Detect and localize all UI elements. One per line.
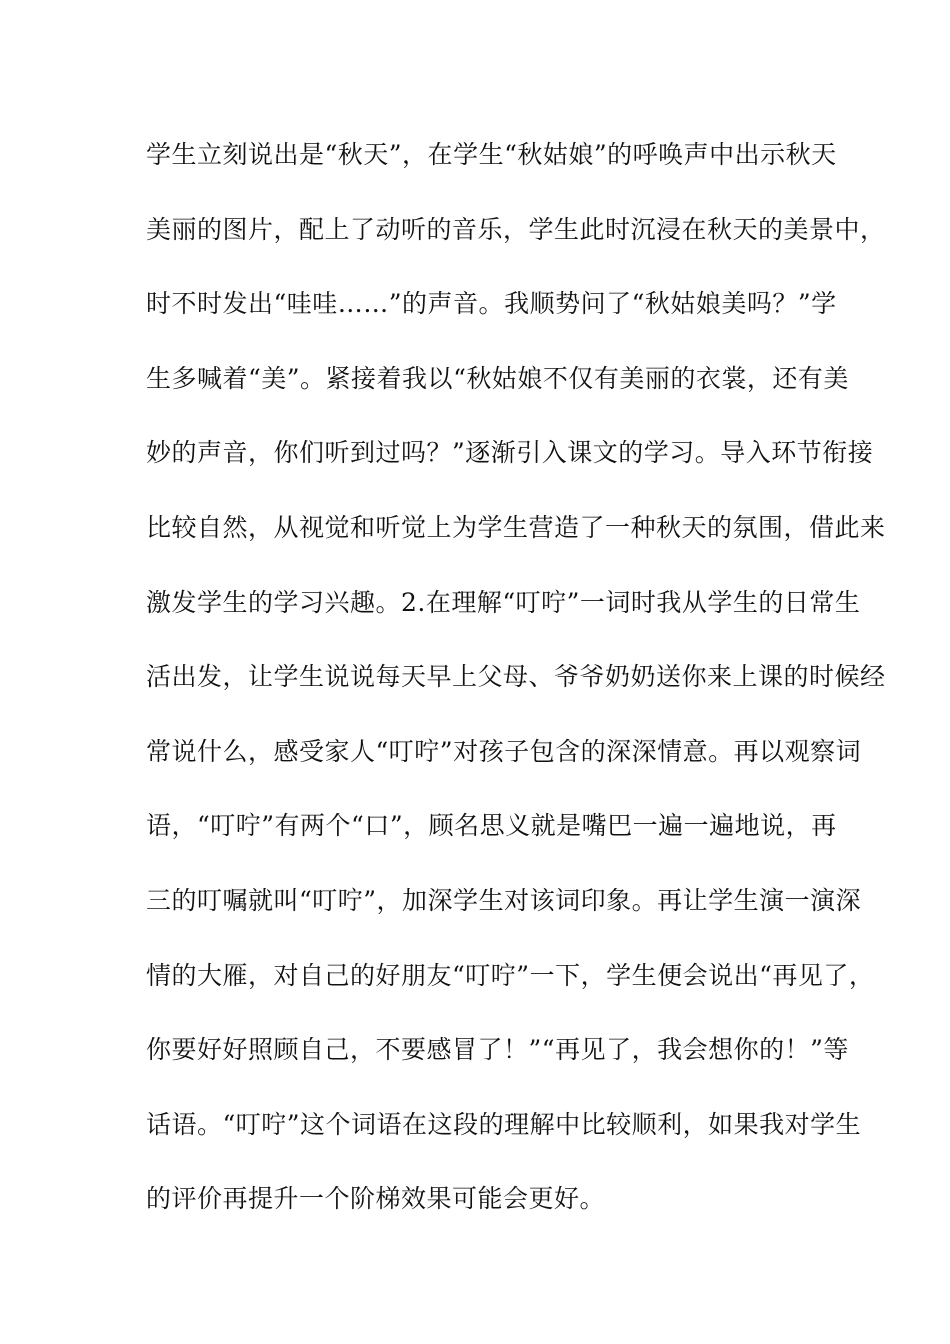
body-text [146,130,886,1249]
text-line: 你要好好照顾自己，不要感冒了！”“再见了，我会想你的！”等 [146,1035,849,1065]
text-line: 妙的声音，你们听到过吗？”逐渐引入课文的学习。导入环节衔接 [146,438,874,468]
text-line: 的评价再提升一个阶梯效果可能会更好。 [146,1184,606,1214]
text-line: 活出发，让学生说说每天早上父母、爷爷奶奶送你来上课的时候经 [146,662,886,692]
text-line: 常说什么，感受家人“叮咛”对孩子包含的深深情意。再以观察词 [146,736,862,766]
text-line: 美丽的图片，配上了动听的音乐，学生此时沉浸在秋天的美景中， [146,214,886,244]
text-line: 时不时发出“哇哇……”的声音。我顺势问了“秋姑娘美吗？”学 [146,289,837,319]
text-line: 情的大雁，对自己的好朋友“叮咛”一下，学生便会说出“再见了， [146,960,875,990]
text-line: 激发学生的学习兴趣。2.在理解“叮咛”一词时我从学生的日常生 [146,587,861,617]
text-line: 话语。“叮咛”这个词语在这段的理解中比较顺利，如果我对学生 [146,1109,862,1139]
text-line: 比较自然，从视觉和听觉上为学生营造了一种秋天的氛围，借此来 [146,512,886,542]
text-line: 三的叮嘱就叫“叮咛”，加深学生对该词印象。再让学生演一演深 [146,885,862,915]
text-line: 生多喊着“美”。紧接着我以“秋姑娘不仅有美丽的衣裳，还有美 [146,363,849,393]
text-line: 语，“叮咛”有两个“口”，顾名思义就是嘴巴一遍一遍地说，再 [146,811,837,841]
text-line: 学生立刻说出是“秋天”，在学生“秋姑娘”的呼唤声中出示秋天 [146,140,837,169]
